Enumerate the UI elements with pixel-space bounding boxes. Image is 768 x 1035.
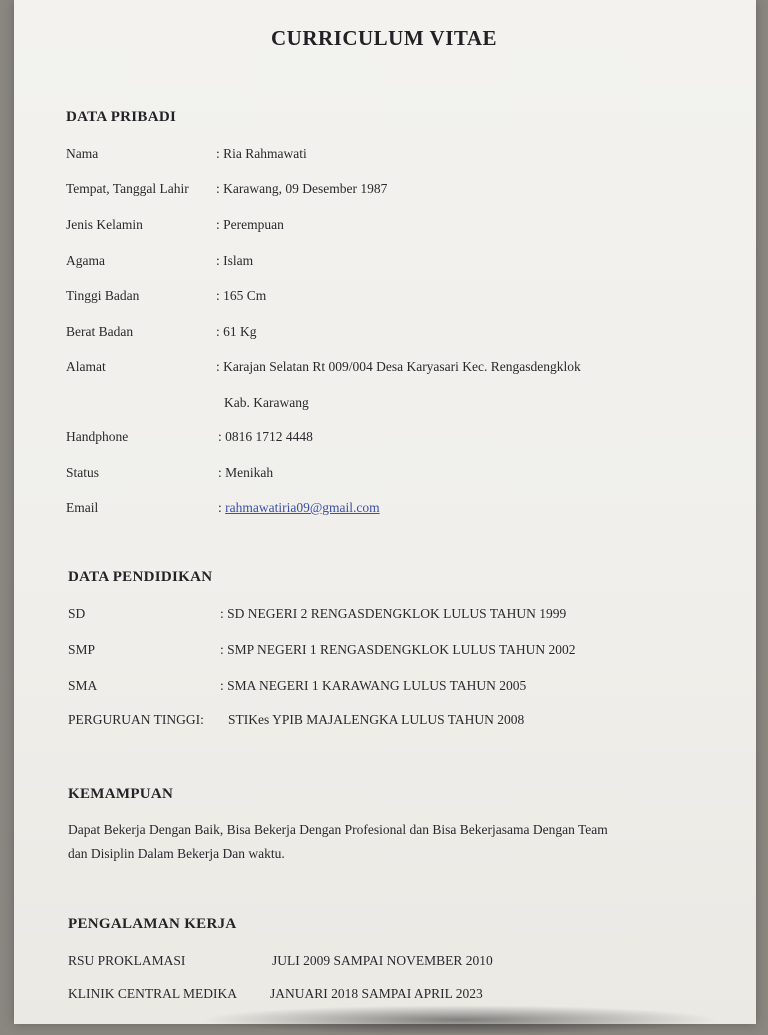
row-label: Jenis Kelamin [66,217,143,232]
section-title-personal: DATA PRIBADI [66,109,177,125]
row-label: Nama [66,146,99,161]
row-value: : 61 Kg [216,324,257,339]
work-period: JULI 2009 SAMPAI NOVEMBER 2010 [272,953,493,968]
row-label: Alamat [66,359,106,374]
row-label: Tempat, Tanggal Lahir [66,181,189,196]
row-value: STIKes YPIB MAJALENGKA LULUS TAHUN 2008 [228,712,525,727]
cv-paper [14,0,756,1024]
row-value: : Karawang, 09 Desember 1987 [216,181,388,196]
skills-paragraph [68,818,708,866]
email-colon: : [218,500,226,515]
row-label: Handphone [66,429,129,444]
email-link[interactable]: rahmawatiria09@gmail.com [225,500,380,515]
section-title-education: DATA PENDIDIKAN [68,569,213,585]
document-title: CURRICULUM VITAE [271,26,497,50]
row-value-wrap [218,500,380,516]
row-value: : Ria Rahmawati [216,146,307,161]
row-value: : Menikah [218,465,274,480]
row-label: Berat Badan [66,324,134,339]
row-value: : SMP NEGERI 1 RENGASDENGKLOK LULUS TAHUN 2002 [220,642,576,657]
row-value: : Karajan Selatan Rt 009/004 Desa Karyasari Kec. Rengasdengklok [216,359,581,374]
row-value: : Islam [216,253,254,268]
row-label: SMA [68,678,98,693]
work-period: JANUARI 2018 SAMPAI APRIL 2023 [270,986,483,1001]
row-value: : 165 Cm [216,288,267,303]
row-label: Tinggi Badan [66,288,140,303]
row-label: SMP [68,642,96,657]
work-place: RSU PROKLAMASI [68,953,186,968]
work-place: KLINIK CENTRAL MEDIKA [68,986,237,1001]
row-value: : SD NEGERI 2 RENGASDENGKLOK LULUS TAHUN 1999 [220,606,567,621]
row-value: : 0816 1712 4448 [218,429,313,444]
row-value: : SMA NEGERI 1 KARAWANG LULUS TAHUN 2005 [220,678,527,693]
row-value-line2: Kab. Karawang [224,395,309,410]
page-shadow [200,1005,720,1035]
skills-line: Dapat Bekerja Dengan Baik, Bisa Bekerja Dengan Profesional dan Bisa Bekerjasama Dengan Team [68,822,608,837]
row-label: PERGURUAN TINGGI: [68,712,204,727]
row-label: SD [68,606,86,621]
section-title-work: PENGALAMAN KERJA [68,916,237,932]
row-label: Agama [66,253,105,268]
skills-line: dan Disiplin Dalam Bekerja Dan waktu. [68,846,285,861]
section-title-skills: KEMAMPUAN [68,786,174,802]
row-value: : Perempuan [216,217,284,232]
row-label: Email [66,500,99,515]
row-label: Status [66,465,100,480]
